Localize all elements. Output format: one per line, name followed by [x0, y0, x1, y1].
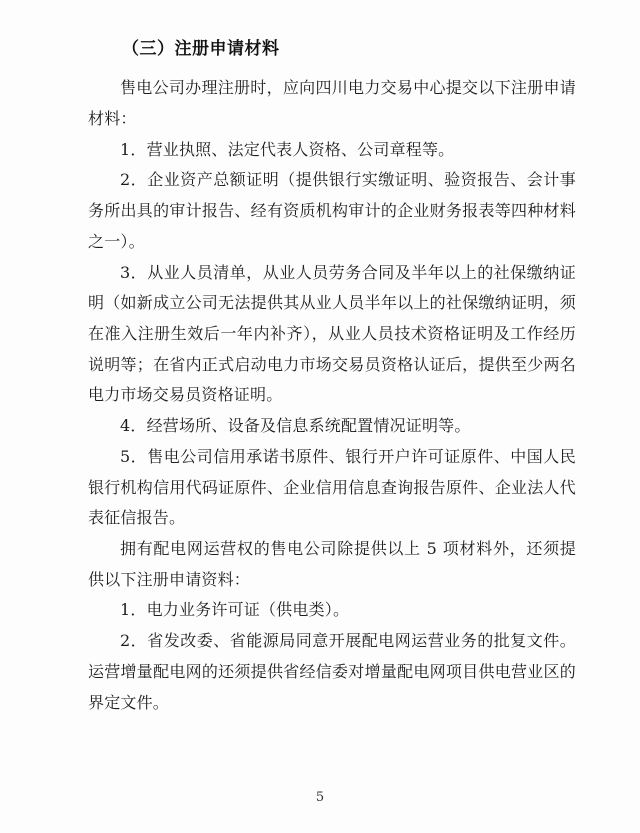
paragraph-distribution-network-intro: 拥有配电网运营权的售电公司除提供以上 5 项材料外，还须提供以下注册申请资料：	[88, 538, 576, 589]
paragraph-item-3: 3．从业人员清单，从业人员劳务合同及半年以上的社保缴纳证明（如新成立公司无法提供其从业人员半年以上的社保缴纳证明，须在准入注册生效后一年内补齐），从业人员技术资格证明及工作经历说明等；在省内正式启动电力市场交易员资格认证后，提供至少两名电力市场交易员资格证明。	[88, 262, 576, 405]
paragraph-extra-item-1: 1．电力业务许可证（供电类）。	[120, 600, 350, 620]
paragraph-item-5: 5．售电公司信用承诺书原件、银行开户许可证原件、中国人民银行机构信用代码证原件、企业信用信息查询报告原件、企业法人代表征信报告。	[88, 446, 576, 528]
page-number: 5	[315, 790, 325, 805]
paragraph-item-2: 2．企业资产总额证明（提供银行实缴证明、验资报告、会计事务所出具的审计报告、经有资质机构审计的企业财务报表等四种材料之一）。	[88, 170, 576, 251]
page-title: （三）注册申请材料	[122, 39, 280, 59]
paragraph-intro: 售电公司办理注册时，应向四川电力交易中心提交以下注册申请材料：	[88, 78, 576, 128]
paragraph-extra-item-2: 2．省发改委、省能源局同意开展配电网运营业务的批复文件。运营增量配电网的还须提供省经信委对增量配电网项目供电营业区的界定文件。	[88, 631, 576, 712]
paragraph-item-4: 4．经营场所、设备及信息系统配置情况证明等。	[120, 416, 471, 436]
paragraph-item-1: 1．营业执照、法定代表人资格、公司章程等。	[120, 139, 455, 159]
